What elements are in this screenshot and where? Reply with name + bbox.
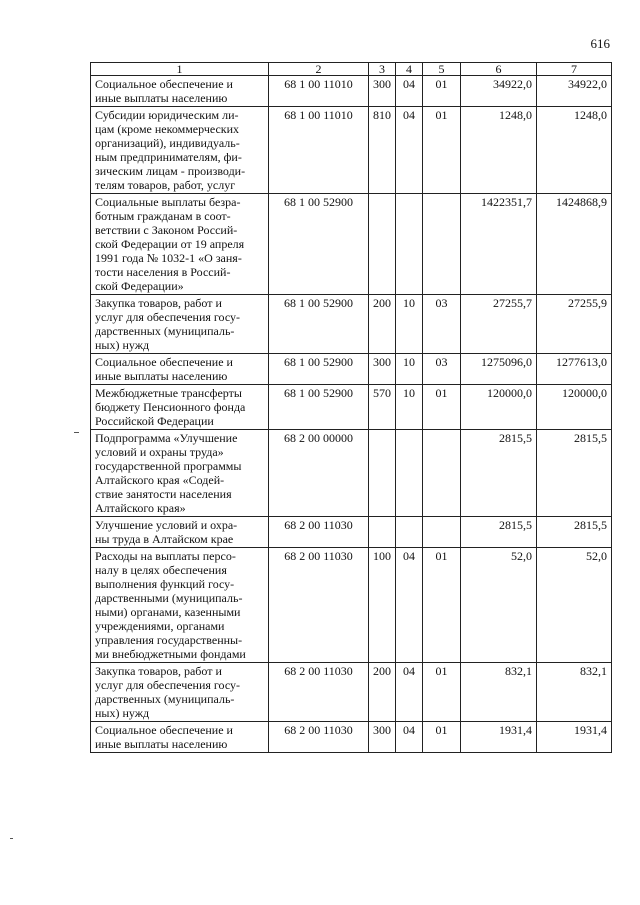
- cell-code: 68 1 00 52900: [269, 385, 369, 430]
- cell-col5: 03: [423, 295, 461, 354]
- cell-code: 68 2 00 11030: [269, 548, 369, 663]
- cell-col4: 10: [396, 295, 423, 354]
- table-row: [91, 107, 612, 194]
- cell-name: Социальное обеспечение и иные выплаты населению: [91, 354, 269, 385]
- cell-col4: [396, 430, 423, 517]
- cell-code: 68 2 00 00000: [269, 430, 369, 517]
- cell-col4: 04: [396, 548, 423, 663]
- header-cell: 5: [423, 63, 461, 76]
- table-row: [91, 295, 612, 354]
- cell-name: Межбюджетные трансферты бюджету Пенсионного фонда Российской Федерации: [91, 385, 269, 430]
- header-cell: 7: [537, 63, 612, 76]
- cell-col6: 120000,0: [461, 385, 537, 430]
- cell-name: Субсидии юридическим ли- цам (кроме некоммерческих организаций), индивидуаль- ным предпринимателям, фи- зическим лицам - производи- телям товаров, работ, услуг: [91, 107, 269, 194]
- table-row: [91, 76, 612, 107]
- cell-col3: 200: [369, 663, 396, 722]
- header-row: [91, 63, 612, 76]
- cell-col4: [396, 517, 423, 548]
- cell-col6: 1275096,0: [461, 354, 537, 385]
- cell-col3: 300: [369, 722, 396, 753]
- table-row: [91, 722, 612, 753]
- cell-name: Закупка товаров, работ и услуг для обеспечения госу- дарственных (муниципаль- ных) нужд: [91, 663, 269, 722]
- cell-col5: 01: [423, 722, 461, 753]
- cell-col3: 810: [369, 107, 396, 194]
- cell-col6: 52,0: [461, 548, 537, 663]
- cell-code: 68 1 00 52900: [269, 354, 369, 385]
- table-row: [91, 430, 612, 517]
- cell-col6: 1931,4: [461, 722, 537, 753]
- cell-col6: 1422351,7: [461, 194, 537, 295]
- cell-col5: 01: [423, 663, 461, 722]
- cell-col7: 52,0: [537, 548, 612, 663]
- cell-col4: 04: [396, 663, 423, 722]
- cell-col4: 04: [396, 107, 423, 194]
- budget-table: [90, 62, 612, 753]
- table-row: [91, 385, 612, 430]
- cell-code: 68 1 00 11010: [269, 76, 369, 107]
- table-row: [91, 663, 612, 722]
- cell-col7: 34922,0: [537, 76, 612, 107]
- cell-name: Закупка товаров, работ и услуг для обеспечения госу- дарственных (муниципаль- ных) нужд: [91, 295, 269, 354]
- cell-col3: 300: [369, 76, 396, 107]
- header-cell: 3: [369, 63, 396, 76]
- cell-col7: 27255,9: [537, 295, 612, 354]
- cell-col5: 03: [423, 354, 461, 385]
- cell-code: 68 2 00 11030: [269, 663, 369, 722]
- cell-col6: 2815,5: [461, 517, 537, 548]
- cell-col5: 01: [423, 76, 461, 107]
- cell-col7: 1424868,9: [537, 194, 612, 295]
- page-number: 616: [590, 36, 610, 51]
- cell-code: 68 2 00 11030: [269, 722, 369, 753]
- cell-code: 68 1 00 11010: [269, 107, 369, 194]
- cell-name: Социальное обеспечение и иные выплаты населению: [91, 722, 269, 753]
- header-cell: 1: [91, 63, 269, 76]
- cell-col5: 01: [423, 548, 461, 663]
- cell-name: Улучшение условий и охра- ны труда в Алтайском крае: [91, 517, 269, 548]
- cell-col6: 34922,0: [461, 76, 537, 107]
- cell-col7: 1248,0: [537, 107, 612, 194]
- cell-col7: 120000,0: [537, 385, 612, 430]
- cell-col4: 04: [396, 722, 423, 753]
- cell-col7: 832,1: [537, 663, 612, 722]
- cell-name: Расходы на выплаты персо- налу в целях обеспечения выполнения функций госу- дарственными (муниципаль- ными) органами, казенными учреждениями, органами управления государственны- ми внебюджетными фондами: [91, 548, 269, 663]
- header-cell: 2: [269, 63, 369, 76]
- cell-col5: [423, 194, 461, 295]
- cell-col3: [369, 517, 396, 548]
- cell-col4: 04: [396, 76, 423, 107]
- cell-code: 68 2 00 11030: [269, 517, 369, 548]
- cell-col6: 1248,0: [461, 107, 537, 194]
- header-cell: 4: [396, 63, 423, 76]
- cell-col5: [423, 430, 461, 517]
- cell-col6: 27255,7: [461, 295, 537, 354]
- cell-col7: 1931,4: [537, 722, 612, 753]
- header-cell: 6: [461, 63, 537, 76]
- cell-col6: 832,1: [461, 663, 537, 722]
- cell-col3: 200: [369, 295, 396, 354]
- cell-col5: 01: [423, 385, 461, 430]
- table-row: [91, 517, 612, 548]
- cell-col4: 10: [396, 385, 423, 430]
- cell-col3: [369, 194, 396, 295]
- cell-col7: 1277613,0: [537, 354, 612, 385]
- table-row: [91, 194, 612, 295]
- cell-col3: 570: [369, 385, 396, 430]
- cell-col5: [423, 517, 461, 548]
- cell-col3: 100: [369, 548, 396, 663]
- table-row: [91, 548, 612, 663]
- cell-col7: 2815,5: [537, 517, 612, 548]
- cell-name: Подпрограмма «Улучшение условий и охраны труда» государственной программы Алтайского края «Содей- ствие занятости населения Алтайского края»: [91, 430, 269, 517]
- cell-name: Социальные выплаты безра- ботным гражданам в соот- ветствии с Законом Россий- ской Федерации от 19 апреля 1991 года № 1032-1 «О заня- тости населения в Россий- ской Федерации»: [91, 194, 269, 295]
- cell-code: 68 1 00 52900: [269, 295, 369, 354]
- cell-col5: 01: [423, 107, 461, 194]
- cell-col3: [369, 430, 396, 517]
- cell-col7: 2815,5: [537, 430, 612, 517]
- table-row: [91, 354, 612, 385]
- scan-mark: [10, 838, 13, 839]
- cell-col4: 10: [396, 354, 423, 385]
- cell-col3: 300: [369, 354, 396, 385]
- cell-name: Социальное обеспечение и иные выплаты населению: [91, 76, 269, 107]
- cell-code: 68 1 00 52900: [269, 194, 369, 295]
- cell-col4: [396, 194, 423, 295]
- cell-col6: 2815,5: [461, 430, 537, 517]
- scan-mark: [74, 432, 79, 433]
